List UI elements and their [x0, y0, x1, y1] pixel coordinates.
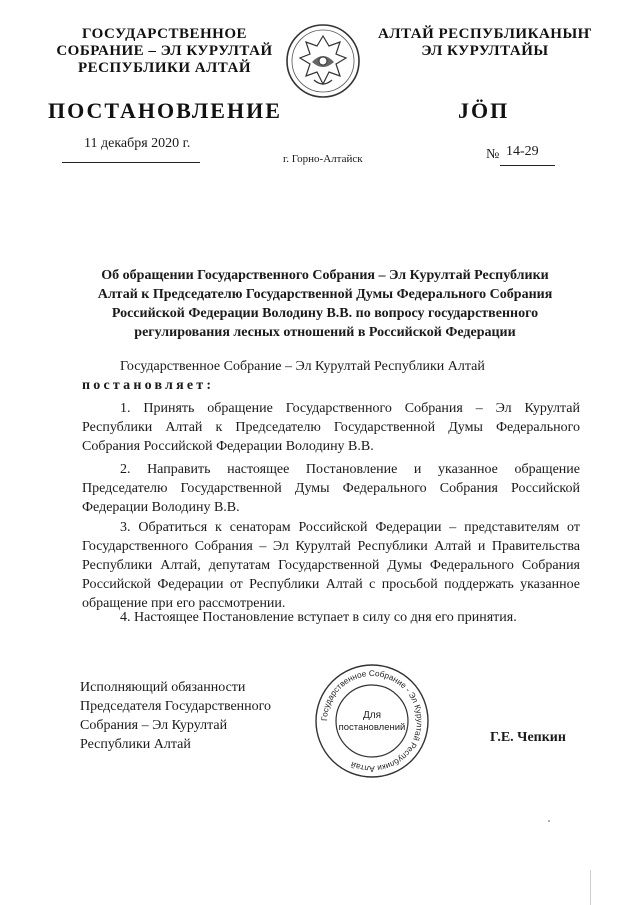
doc-number: 14-29 [506, 144, 539, 159]
number-sign: № [486, 147, 500, 162]
signatory-title-line: Собрания – Эл Курултай [80, 718, 228, 733]
signatory-name: Г.Е. Чепкин [490, 730, 566, 745]
decree-item-1 [82, 399, 580, 456]
header-left-org-name [52, 26, 277, 77]
decree-item-text: 3. Обратиться к сенаторам Российской Федерации – представителям от Государственного Собрания – Эл Курултай Республики Алтай и Правительства Республики Алтай, депутатам Государственной Думы Федерального Собрания Российской Федерации от Республики Алтай с просьбой поддержать указанное обращение при его рассмотрении. [82, 520, 580, 611]
stamp-center-line: Для [362, 710, 382, 721]
decrees-word: постановляет: [82, 378, 215, 393]
header-left-line: СОБРАНИЕ – ЭЛ КУРУЛТАЙ [56, 43, 273, 59]
signatory-title-line: Исполняющий обязанности [80, 680, 246, 695]
scan-speck [548, 820, 550, 822]
doc-type-alt: JӦП [458, 98, 510, 123]
decree-item-2 [82, 460, 580, 517]
doc-city: г. Горно-Алтайск [283, 153, 363, 165]
decree-item-text: 2. Направить настоящее Постановление и указанное обращение Председателю Государственной Думы Федерального Собрания Российской Федерации Володину В.В. [82, 462, 580, 515]
decree-item-3 [82, 518, 580, 613]
header-left-line: ГОСУДАРСТВЕННОЕ [82, 26, 247, 42]
doc-date: 11 декабря 2020 г. [84, 136, 191, 151]
header-right-line: ЭЛ КУРУЛТАЙЫ [421, 43, 549, 59]
stamp-center-line: постановлений [338, 722, 406, 733]
decree-item-text: 1. Принять обращение Государственного Собрания – Эл Курултай Республики Алтай к Председателю Государственной Думы Федерального Собрания Российской Федерации Володину В.В. [82, 401, 580, 454]
header-right-line: АЛТАЙ РЕСПУБЛИКАНЫҤ [377, 26, 592, 42]
signatory-title-line: Председателя Государственного [80, 699, 272, 714]
scan-artifact-line [590, 870, 591, 905]
doc-title: Об обращении Государственного Собрания – Эл Курултай Республики Алтай к Председателю Государственной Думы Федерального Собрания Российской Федерации Володину В.В. по вопросу государственного регулирования лесных отношений в Российской Федерации [97, 268, 553, 340]
header-right-org-name [375, 26, 595, 60]
official-stamp [313, 662, 431, 780]
signatory-title-line: Республики Алтай [80, 737, 191, 752]
date-underline [62, 162, 200, 163]
coat-of-arms-emblem [284, 22, 362, 100]
doc-type-ru: ПОСТАНОВЛЕНИЕ [48, 98, 282, 123]
decree-item-4 [82, 608, 580, 627]
stamp-ring-text: Государственное Собрание - Эл Курултай Республики Алтай [319, 668, 425, 774]
header-left-line: РЕСПУБЛИКИ АЛТАЙ [77, 60, 252, 76]
decree-item-text: 4. Настоящее Постановление вступает в силу со дня его принятия. [120, 610, 517, 625]
number-underline [500, 165, 555, 166]
preamble-text: Государственное Собрание – Эл Курултай Республики Алтай [120, 359, 485, 374]
signatory-title [80, 678, 290, 754]
preamble [82, 357, 580, 395]
